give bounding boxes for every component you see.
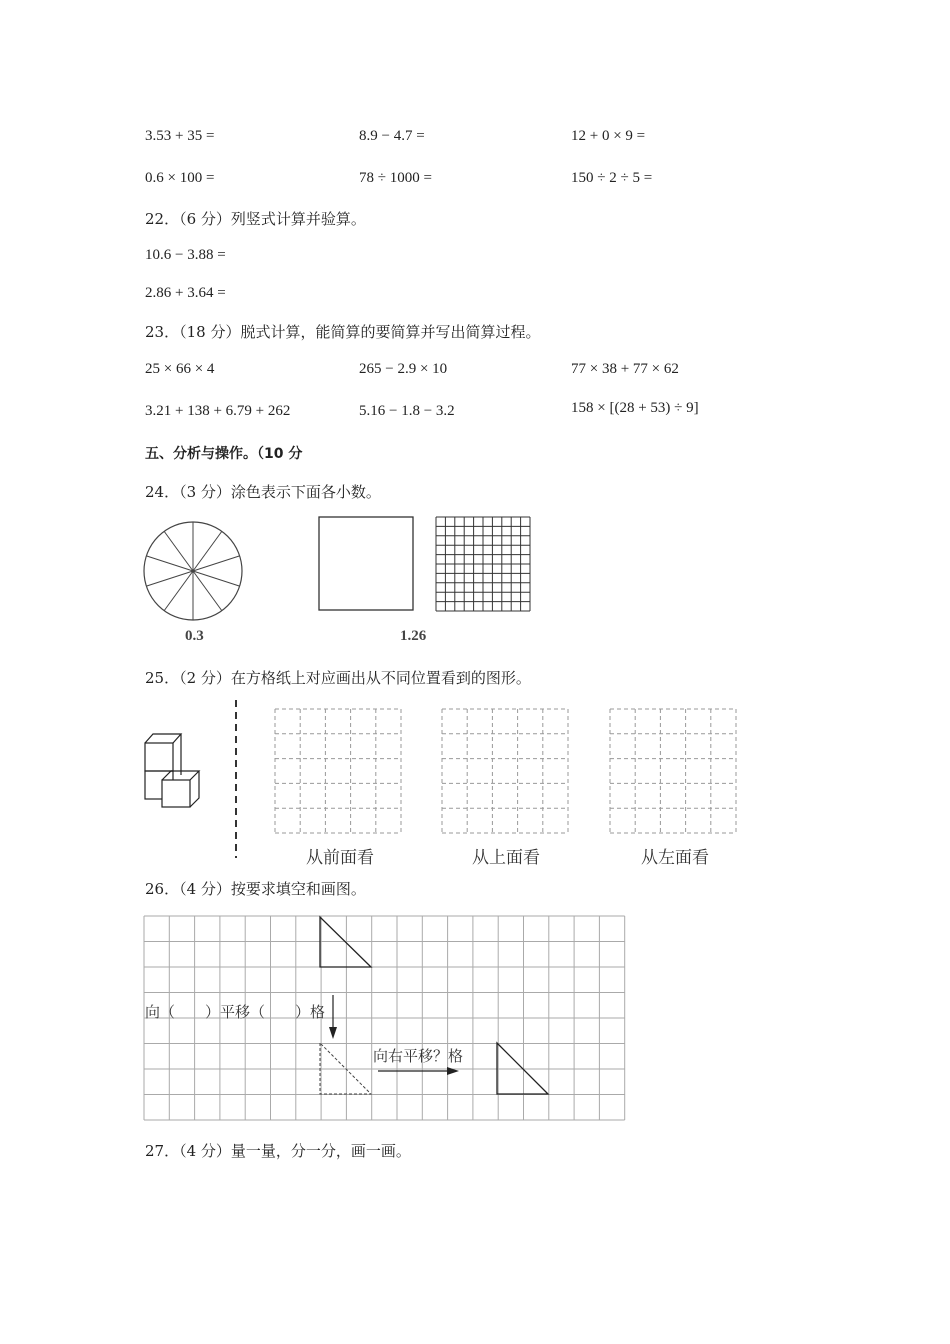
q23-r2-c2: 5.16 − 1.8 − 3.2 <box>359 403 455 419</box>
q21-r2-c1: 0.6 × 100 = <box>145 170 215 186</box>
q22-item-1: 10.6 − 3.88 = <box>145 247 226 263</box>
q24-label-square: 1.26 <box>400 628 427 644</box>
q24-label-circle: 0.3 <box>185 628 204 644</box>
q25-label-top: 从上面看 <box>472 848 540 868</box>
q25-label-left: 从左面看 <box>641 848 709 868</box>
q25-grid-top <box>441 708 571 836</box>
q25-dashed-divider <box>234 700 238 860</box>
q26-label-right: 向右平移？格 <box>373 1047 464 1065</box>
q21-r1-c1: 3.53 + 35 = <box>145 128 215 144</box>
q23-r2-c1: 3.21 + 138 + 6.79 + 262 <box>145 403 291 419</box>
q25-grid-left <box>609 708 739 836</box>
q22-item-2: 2.86 + 3.64 = <box>145 285 226 301</box>
q26-label-move: 向（ ）平移（ ）格 <box>145 1003 326 1021</box>
q21-r2-c2: 78 ÷ 1000 = <box>359 170 432 186</box>
q23-r1-c2: 265 − 2.9 × 10 <box>359 361 448 377</box>
q27-title: 27．（4 分）量一量，分一分，画一画。 <box>145 1142 411 1160</box>
q25-grid-front <box>274 708 404 836</box>
q23-title: 23．（18 分）脱式计算，能简算的要简算并写出简算过程。 <box>145 323 541 341</box>
q26-title: 26．（4 分）按要求填空和画图。 <box>145 880 366 898</box>
q22-title: 22．（6 分）列竖式计算并验算。 <box>145 210 366 228</box>
q24-title: 24．（3 分）涂色表示下面各小数。 <box>145 483 381 501</box>
q24-square-figure <box>318 516 416 614</box>
q23-r1-c1: 25 × 66 × 4 <box>145 361 215 377</box>
q21-r2-c3: 150 ÷ 2 ÷ 5 = <box>571 170 653 186</box>
q25-title: 25．（2 分）在方格纸上对应画出从不同位置看到的图形。 <box>145 669 531 687</box>
q23-r2-c3: 158 × [(28 + 53) ÷ 9] <box>571 400 699 416</box>
q25-cube-figure <box>140 730 215 815</box>
q21-r1-c3: 12 + 0 × 9 = <box>571 128 646 144</box>
q24-hundred-grid <box>435 516 533 614</box>
q21-r1-c2: 8.9 − 4.7 = <box>359 128 425 144</box>
q23-r1-c3: 77 × 38 + 77 × 62 <box>571 361 679 377</box>
q24-circle-figure <box>140 520 250 630</box>
q25-label-front: 从前面看 <box>306 848 374 868</box>
section5-title: 五、分析与操作。（10 分 <box>145 446 303 462</box>
